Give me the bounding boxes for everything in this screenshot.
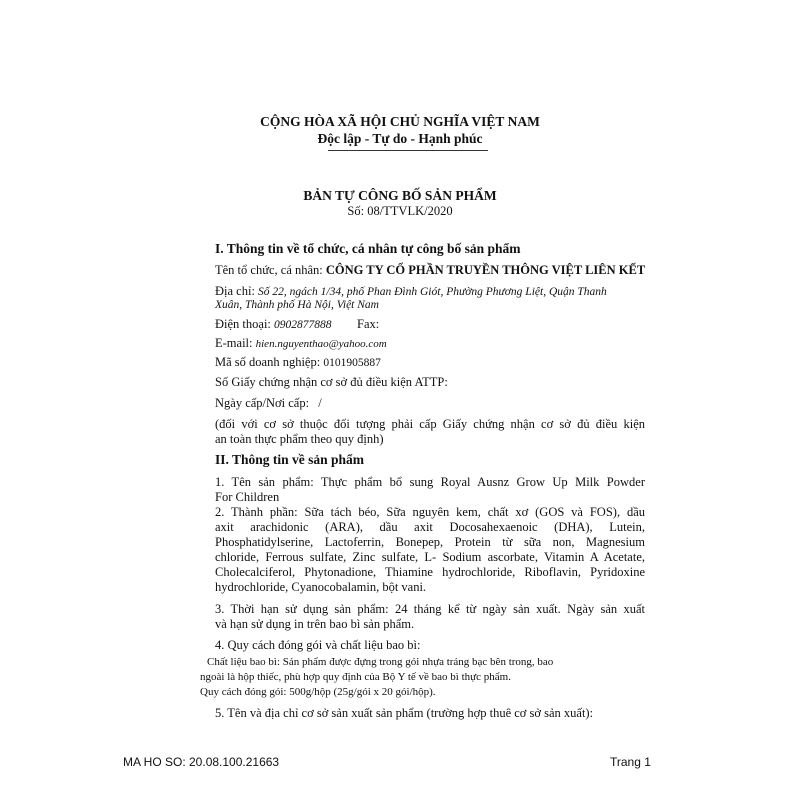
- motto: Độc lập - Tự do - Hạnh phúc: [317, 131, 483, 146]
- phone-value: 0902877888: [274, 319, 332, 331]
- org-value: CÔNG TY CỔ PHẦN TRUYỀN THÔNG VIỆT LIÊN KẾT: [325, 263, 646, 277]
- item5: 5. Tên và địa chỉ cơ sở sản xuất sản phẩm (trường hợp thuê cơ sở sản xuất):: [215, 706, 594, 720]
- org-row: [215, 263, 645, 278]
- item1-line1: 1. Tên sản phẩm: Thực phẩm bổ sung Royal Ausnz Grow Up Milk Powder: [215, 475, 645, 489]
- section1-heading: I. Thông tin về tổ chức, cá nhân tự công bố sản phẩm: [215, 241, 521, 256]
- document-title: BẢN TỰ CÔNG BỐ SẢN PHẨM: [303, 188, 497, 203]
- dossier-number: MA HO SO: 20.08.100.21663: [123, 755, 280, 769]
- phone-row: [215, 317, 332, 332]
- item3-line1: 3. Thời hạn sử dụng sản phẩm: 24 tháng kể từ ngày sản xuất. Ngày sản xuất: [215, 602, 645, 616]
- address-line2: Xuân, Thành phố Hà Nội, Việt Nam: [215, 299, 379, 311]
- date-label: Ngày cấp/Nơi cấp:: [215, 396, 310, 410]
- section2-heading: II. Thông tin về sản phẩm: [215, 452, 365, 467]
- phone-label: Điện thoại:: [215, 317, 271, 331]
- date-row: [215, 396, 322, 411]
- item2-line6: hydrochloride, Cyanocobalamin, bột vani.: [215, 580, 427, 594]
- document-number: Số: 08/TTVLK/2020: [347, 204, 453, 218]
- item4-heading: 4. Quy cách đóng gói và chất liệu bao bì:: [215, 638, 421, 652]
- address-label: Địa chỉ:: [215, 284, 255, 298]
- email-label: E-mail:: [215, 336, 253, 350]
- republic-header: CỘNG HÒA XÃ HỘI CHỦ NGHĨA VIỆT NAM: [260, 114, 540, 129]
- note-line1: (đối với cơ sở thuộc đối tượng phải cấp Giấy chứng nhận cơ sở đủ điều kiện: [215, 417, 645, 431]
- email-value: hien.nguyenthao@yahoo.com: [255, 338, 387, 350]
- item2-line2: axit arachidonic (ARA), dầu axit Docosahexaenoic (DHA), Lutein,: [215, 520, 645, 534]
- tax-row: [215, 355, 381, 370]
- header-divider: [328, 150, 488, 151]
- item3-line2: và hạn sử dụng in trên bao bì sản phẩm.: [215, 617, 415, 631]
- item4-line1: Chất liệu bao bì: Sản phẩm được đựng trong gói nhựa tráng bạc bên trong, bao: [207, 656, 554, 668]
- tax-label: Mã số doanh nghiệp:: [215, 355, 321, 369]
- item2-line3: Phosphatidylserine, Lactoferrin, Bonepep, Protein từ sữa non, Magnesium: [215, 535, 645, 549]
- item2-line5: Cholecalciferol, Phytonadione, Thiamine hydrochloride, Riboflavin, Pyridoxine: [215, 565, 645, 579]
- item4-line3: Quy cách đóng gói: 500g/hộp (25g/gói x 20 gói/hộp).: [200, 686, 436, 698]
- address-row: [215, 284, 607, 299]
- note-line2: an toàn thực phẩm theo quy định): [215, 432, 384, 446]
- fax-label: Fax:: [357, 317, 380, 331]
- email-row: [215, 336, 387, 351]
- page-number: Trang 1: [610, 755, 651, 769]
- org-label: Tên tổ chức, cá nhân:: [215, 263, 323, 277]
- tax-value: 0101905887: [323, 357, 381, 369]
- date-value: /: [318, 396, 322, 410]
- item4-line2: ngoài là hộp thiếc, phù hợp quy định của Bộ Y tế về bao bì thực phẩm.: [200, 671, 511, 683]
- item2-line1: 2. Thành phần: Sữa tách béo, Sữa nguyên kem, chất xơ (GOS và FOS), dầu: [215, 505, 645, 519]
- address-line1: Số 22, ngách 1/34, phố Phan Đình Giót, Phường Phương Liệt, Quận Thanh: [258, 286, 607, 298]
- cert-label: Số Giấy chứng nhận cơ sở đủ điều kiện ATTP:: [215, 375, 448, 389]
- item1-line2: For Children: [215, 490, 280, 504]
- item2-line4: chloride, Ferrous sulfate, Zinc sulfate, L- Sodium ascorbate, Vitamin A Acetate,: [215, 550, 645, 564]
